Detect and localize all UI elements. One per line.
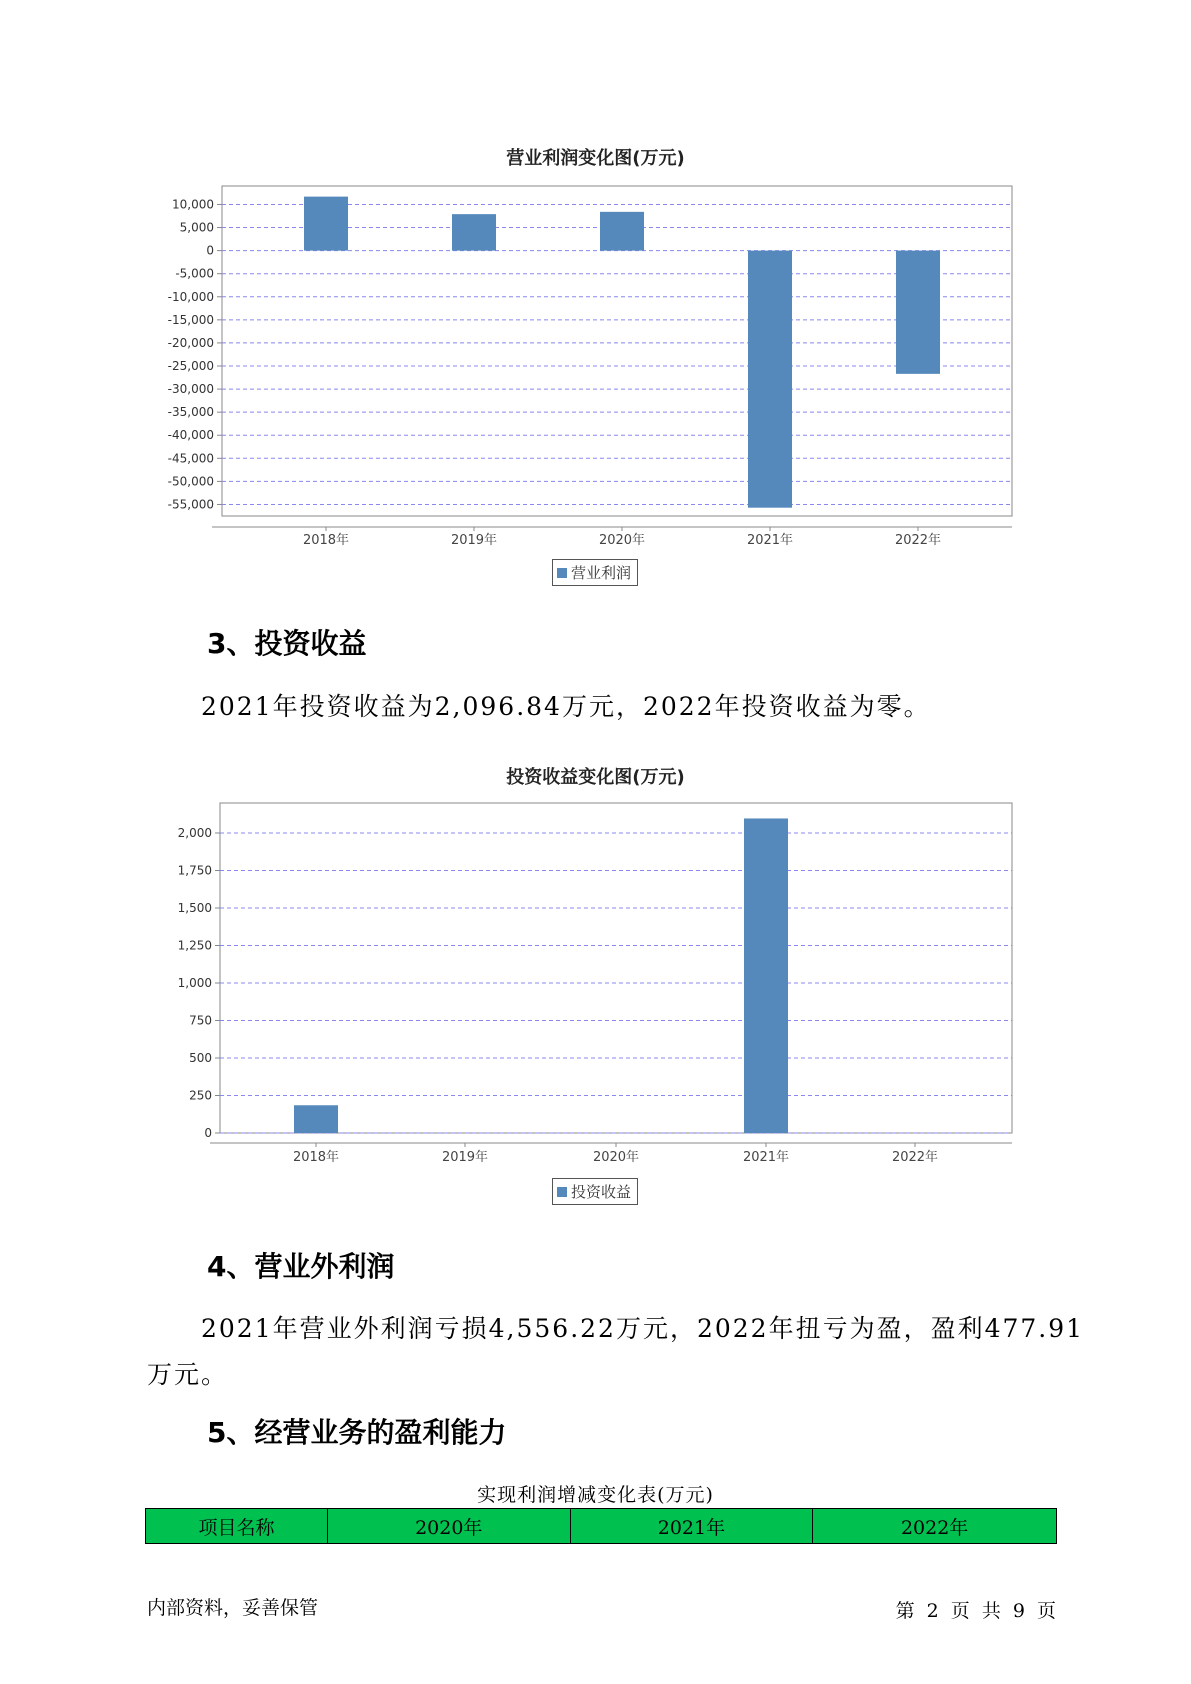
y-tick-label: 500	[189, 1051, 212, 1065]
x-tick-label: 2022年	[894, 533, 942, 548]
table-header-cell: 2020年	[327, 1509, 570, 1544]
legend-label: 投资收益	[571, 1183, 632, 1201]
operating-profit-chart-title: 营业利润变化图(万元)	[506, 148, 685, 169]
section-5-heading: 5、经营业务的盈利能力	[207, 1416, 507, 1449]
y-tick-label: 0	[204, 1126, 212, 1140]
y-tick-label: -55,000	[167, 497, 214, 512]
x-tick-label: 2021年	[742, 1150, 790, 1165]
y-tick-label: -50,000	[167, 474, 214, 489]
x-tick-label: 2019年	[450, 533, 498, 548]
table-header-cell: 2021年	[570, 1509, 813, 1544]
bar	[294, 1105, 338, 1133]
x-tick-label: 2019年	[441, 1150, 489, 1165]
table-header-cell: 项目名称	[146, 1509, 328, 1544]
legend-label: 营业利润	[571, 564, 632, 582]
y-tick-label: 1,000	[177, 976, 212, 990]
y-tick-label: -25,000	[167, 359, 214, 373]
y-tick-label: -40,000	[167, 428, 214, 443]
section-3-heading: 3、投资收益	[207, 627, 367, 660]
table-header-cell: 2022年	[813, 1509, 1057, 1544]
y-tick-label: 5,000	[179, 220, 214, 235]
footer-confidential-note: 内部资料，妥善保管	[147, 1597, 319, 1619]
plot-area	[220, 803, 1012, 1133]
investment-income-chart-title: 投资收益变化图(万元)	[506, 767, 685, 788]
y-tick-label: -15,000	[167, 312, 214, 327]
section-4-paragraph-line2: 万元。	[147, 1360, 229, 1389]
section-4-heading: 4、营业外利润	[207, 1250, 395, 1283]
y-tick-label: -30,000	[167, 382, 214, 397]
x-tick-label: 2021年	[746, 533, 794, 548]
y-tick-label: 1,750	[177, 863, 212, 878]
y-tick-label: 2,000	[177, 826, 212, 840]
legend-swatch	[557, 1187, 567, 1197]
profit-change-table	[145, 1508, 1057, 1544]
table-caption: 实现利润增减变化表(万元)	[477, 1484, 714, 1506]
x-tick-label: 2018年	[292, 1150, 340, 1165]
y-tick-label: -45,000	[167, 451, 214, 466]
y-tick-label: 1,250	[177, 938, 212, 953]
y-tick-label: 750	[189, 1013, 212, 1028]
investment-income-legend	[552, 1178, 638, 1205]
y-tick-label: 10,000	[172, 197, 214, 212]
footer-page-number: 第 2 页 共 9 页	[895, 1600, 1056, 1622]
section-4-paragraph-line1: 2021年营业外利润亏损4,556.22万元，2022年扭亏为盈，盈利477.91	[201, 1314, 1085, 1343]
x-tick-label: 2022年	[891, 1150, 939, 1165]
x-tick-label: 2018年	[302, 533, 350, 548]
bar	[744, 818, 788, 1133]
x-tick-label: 2020年	[592, 1150, 640, 1165]
section-3-paragraph: 2021年投资收益为2,096.84万元，2022年投资收益为零。	[201, 692, 931, 721]
y-tick-label: 0	[206, 243, 214, 258]
x-tick-label: 2020年	[598, 533, 646, 548]
y-tick-label: 1,500	[177, 901, 212, 915]
y-tick-label: -35,000	[167, 405, 214, 420]
table-header-row	[146, 1509, 1057, 1544]
y-tick-label: -20,000	[167, 335, 214, 350]
y-tick-label: 250	[189, 1088, 212, 1103]
y-tick-label: -10,000	[167, 289, 214, 304]
y-tick-label: -5,000	[175, 266, 214, 281]
